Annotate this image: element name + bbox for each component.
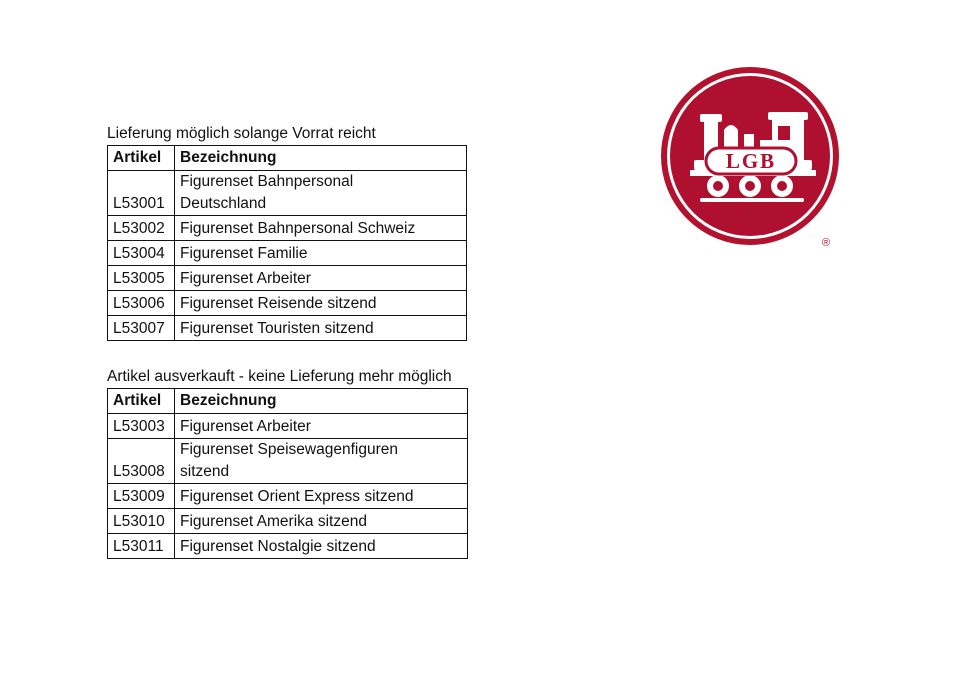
article-number: L53004 [108,241,175,266]
table-row [108,484,468,509]
article-description [175,171,467,216]
description-line: Figurenset Speisewagenfiguren [180,441,398,458]
available-section [107,124,467,341]
article-description: Figurenset Amerika sitzend [175,509,468,534]
table-row [108,414,468,439]
header-description: Bezeichnung [175,389,468,414]
article-description: Figurenset Bahnpersonal Schweiz [175,216,467,241]
table-row [108,171,467,216]
article-description: Figurenset Nostalgie sitzend [175,534,468,559]
article-number: L53001 [108,171,175,216]
table-row [108,534,468,559]
logo-text: LGB [725,149,777,173]
description-line: sitzend [180,463,230,480]
table-row [108,316,467,341]
article-description: Figurenset Arbeiter [175,414,468,439]
table-row [108,291,467,316]
table-row [108,241,467,266]
table-row [108,266,467,291]
sold-out-caption: Artikel ausverkauft - keine Lieferung mehr möglich [107,368,452,385]
article-description: Figurenset Arbeiter [175,266,467,291]
article-number: L53003 [108,414,175,439]
article-number: L53007 [108,316,175,341]
header-description: Bezeichnung [175,146,467,171]
article-description: Figurenset Reisende sitzend [175,291,467,316]
article-description: Figurenset Familie [175,241,467,266]
header-article: Artikel [108,389,175,414]
header-article: Artikel [108,146,175,171]
table-row [108,216,467,241]
article-number: L53002 [108,216,175,241]
available-caption: Lieferung möglich solange Vorrat reicht [107,125,376,142]
article-description [175,439,468,484]
sold-out-section [107,367,468,559]
registered-mark: ® [821,237,831,249]
table-row [108,439,468,484]
article-number: L53009 [108,484,175,509]
table-row [108,509,468,534]
lgb-logo [660,62,840,252]
table-header-row [108,389,468,414]
description-line: Figurenset Bahnpersonal [180,173,354,190]
available-table [107,145,467,341]
article-number: L53005 [108,266,175,291]
sold-out-table [107,388,468,559]
article-number: L53008 [108,439,175,484]
table-header-row [108,146,467,171]
article-description: Figurenset Touristen sitzend [175,316,467,341]
article-number: L53011 [108,534,175,559]
article-number: L53010 [108,509,175,534]
description-line: Deutschland [180,195,267,212]
article-description: Figurenset Orient Express sitzend [175,484,468,509]
article-number: L53006 [108,291,175,316]
